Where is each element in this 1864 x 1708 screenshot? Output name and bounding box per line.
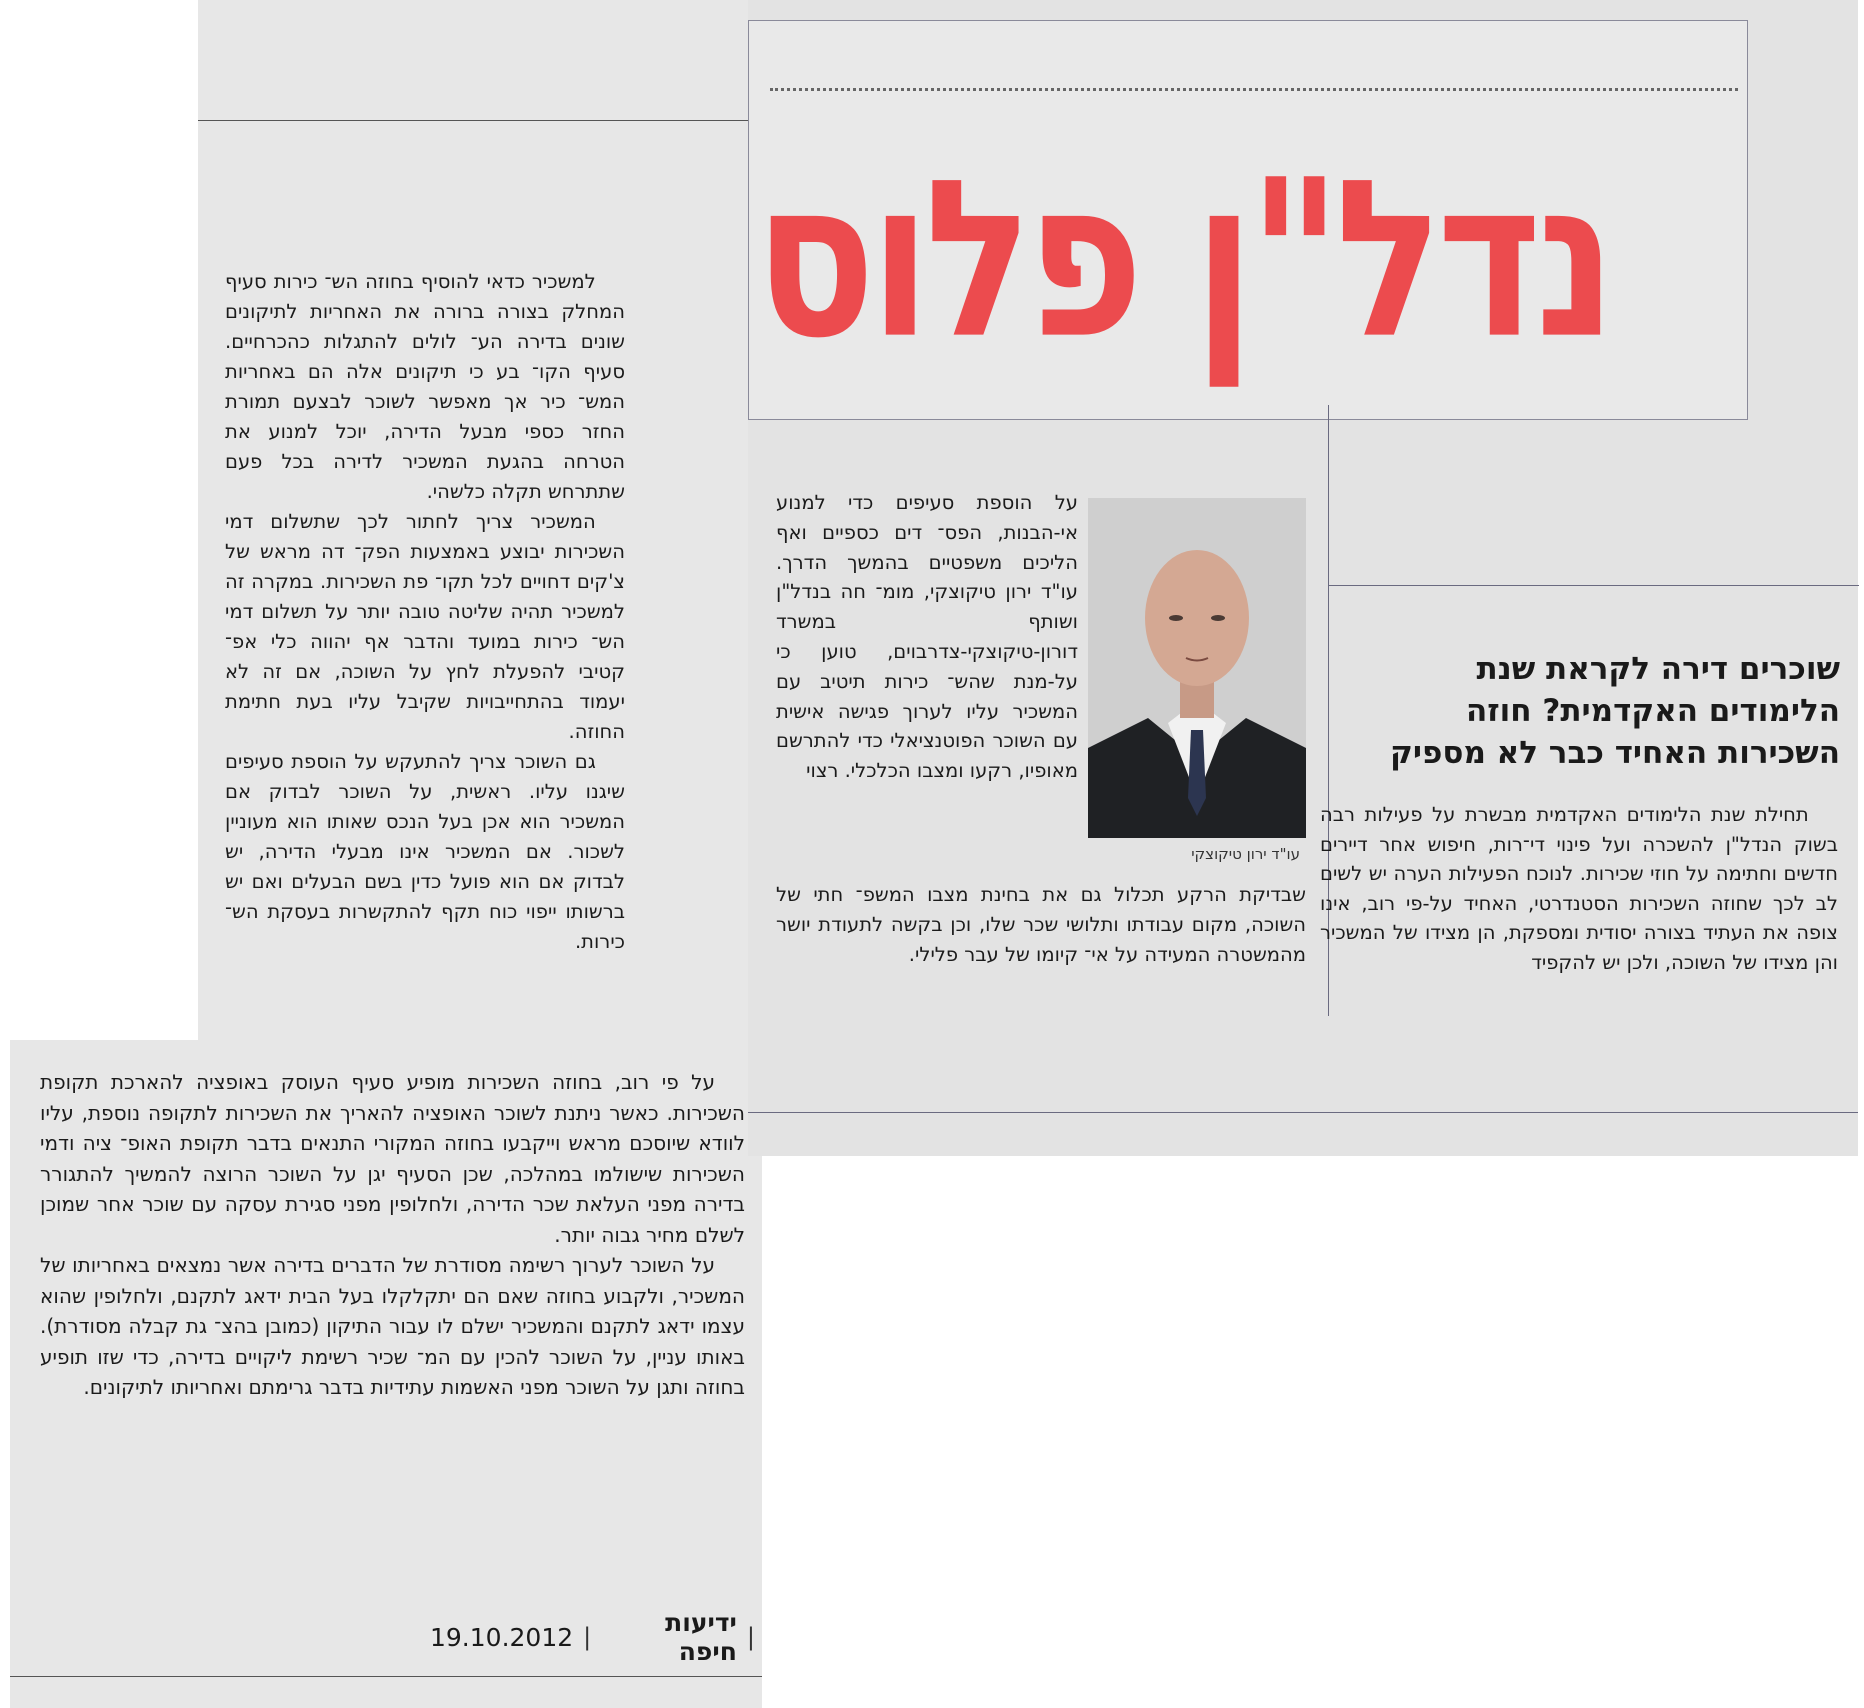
bottom-paragraph-2: על השוכר לערוך רשימה מסודרת של הדברים בדירה אשר נמצאים באחריותו של המשכיר, ולקבוע בחוזה שאם הם יתקלקלו בעל הבית ידאג לתקנם, ולחלופין שהוא עצמו ידאג לתקנם והמשכיר ישלם לו עבור התיקון (כמובן בהצ־ גת קבלה מסודרת). באותו עניין, על השוכר להכין עם המ־ שכיר רשימת ליקויים בדירה, כדי שזו תופיע בחוזה ותגן על השוכר מפני האשמות עתידיות בדבר גרימתם ואחריותו לתיקונים. [40, 1253, 745, 1399]
article-middle-column [776, 488, 1078, 786]
article-headline: שוכרים דירה לקראת שנת הלימודים האקדמית? חוזה השכירות האחיד כבר לא מספיק [1390, 651, 1840, 771]
left-column-rule [198, 120, 748, 121]
article-middle-continuation [776, 880, 1306, 969]
portrait-photo [1088, 498, 1306, 838]
footer-separator: | [583, 1623, 592, 1651]
bottom-rule [748, 1112, 1858, 1113]
publication-name: ידיעות חיפה [665, 1608, 737, 1666]
photo-box-frame [1328, 405, 1329, 585]
portrait-image [1088, 498, 1306, 838]
footer-rule [10, 1676, 762, 1677]
publication-date: 19.10.2012 [430, 1622, 574, 1652]
masthead-dotted-rule [770, 88, 1738, 91]
article-lead [1320, 800, 1838, 977]
footer-separator: | [746, 1623, 755, 1651]
bottom-paragraph-1: על פי רוב, בחוזה השכירות מופיע סעיף העוסק באופציה להארכת תקופת השכירות. כאשר ניתנת לשוכר האופציה להאריך את השכירות לתקופה נוספת, עליו לוודא שיוסכם מראש וייקבעו בחוזה המקורי התנאים בדבר תקופת האופ־ ציה ודמי השכירות שישולמו במהלכה, שכן הסעיף יגן על השוכר הרוצה להמשיך להתגורר בדירה מפני העלאת שכר הדירה, ולחלופין מפני סגירת עסקה עם שוכר אחר שמוכן לשלם מחיר גבוה יותר. [40, 1070, 745, 1247]
middle-paragraph: על הוספת סעיפים כדי למנוע אי-הבנות, הפס־ דים כספיים ואף הליכים משפטיים בהמשך הדרך. עו"ד ירון טיקוצקי, מומ־ חה בנדל"ן ושותף במשרד דורון-טיקוצקי-צדרבוים, טוען כי על-מנת שהש־ כירות תיטיב עם המשכיר עליו לערוך פגישה אישית עם השוכר הפוטנציאלי כדי להתרשם מאופיו, רקעו ומצבו הכלכלי. רצוי [776, 491, 1078, 783]
photo-caption: עו"ד ירון טיקוצקי [1191, 845, 1300, 863]
lead-paragraph: תחילת שנת הלימודים האקדמית מבשרת על פעילות רבה בשוק הנדל"ן להשכרה ועל פינוי די־רות, חיפוש אחר דיירים חדשים וחתימה על חוזי שכירות. לנוכח הפעילות הערה יש לשים לב לכך שחוזה השכירות הסטנדרטי, האחיד על-פי רוב, אינו צופה את העתיד בצורה יסודית ומספקת, הן מצידו של המשכיר והן מצידו של השוכה, ולכן יש להקפיד [1320, 803, 1838, 974]
left-paragraph-1: למשכיר כדאי להוסיף בחוזה הש־ כירות סעיף המחלק בצורה ברורה את האחריות לתיקונים שונים בדירה הע־ לולים להתגלות כהכרחיים. סעיף הקו־ בע כי תיקונים אלה הם באחריות המש־ כיר אך מאפשר לשוכר לבצעם תמורת החזר כספי מבעל הדירה, יוכל למנוע את הטרחה בהגעת המשכיר לדירה בכל פעם שתתרחש תקלה כלשהי. [225, 270, 625, 503]
left-paragraph-3: גם השוכר צריך להתעקש על הוספת סעיפים שיגנו עליו. ראשית, על השוכר לבדוק אם המשכיר הוא אכן בעל הנכס שאותו הוא מעוניין לשכור. אם המשכיר אינו מבעלי הדירה, יש לבדוק אם הוא פועל כדין בשם הבעלים ואם יש ברשותו ייפוי כוח תקף להתקשרות בעסקת הש־ כירות. [225, 750, 625, 953]
article-left-column [225, 267, 625, 957]
masthead-title: נדל"ן פלוס [754, 133, 1611, 386]
left-paragraph-2: המשכיר צריך לחתור לכך שתשלום דמי השכירות יבוצע באמצעות הפק־ דה מראש של צ'קים דחויים לכל תקו־ פת השכירות. במקרה זה למשכיר תהיה שליטה טובה יותר על תשלום דמי הש־ כירות במועד והדבר אף יהווה כלי אפ־ קטיבי להפעלת לחץ על השוכה, אם זה לא יעמוד בהתחייבויות שקיבל עליו בעת חתימת החוזה. [225, 510, 625, 743]
article-bottom-column [40, 1067, 745, 1403]
publication-footer [420, 1610, 755, 1664]
middle-continuation-paragraph: שבדיקת הרקע תכלול גם את בחינת מצבו המשפ־ חתי של השוכה, מקום עבודתו ותלושי שכר שלו, וכן בקשה לתעודת יושר מהמשטרה המעידה על אי־ קיומו של עבר פלילי. [776, 883, 1306, 966]
